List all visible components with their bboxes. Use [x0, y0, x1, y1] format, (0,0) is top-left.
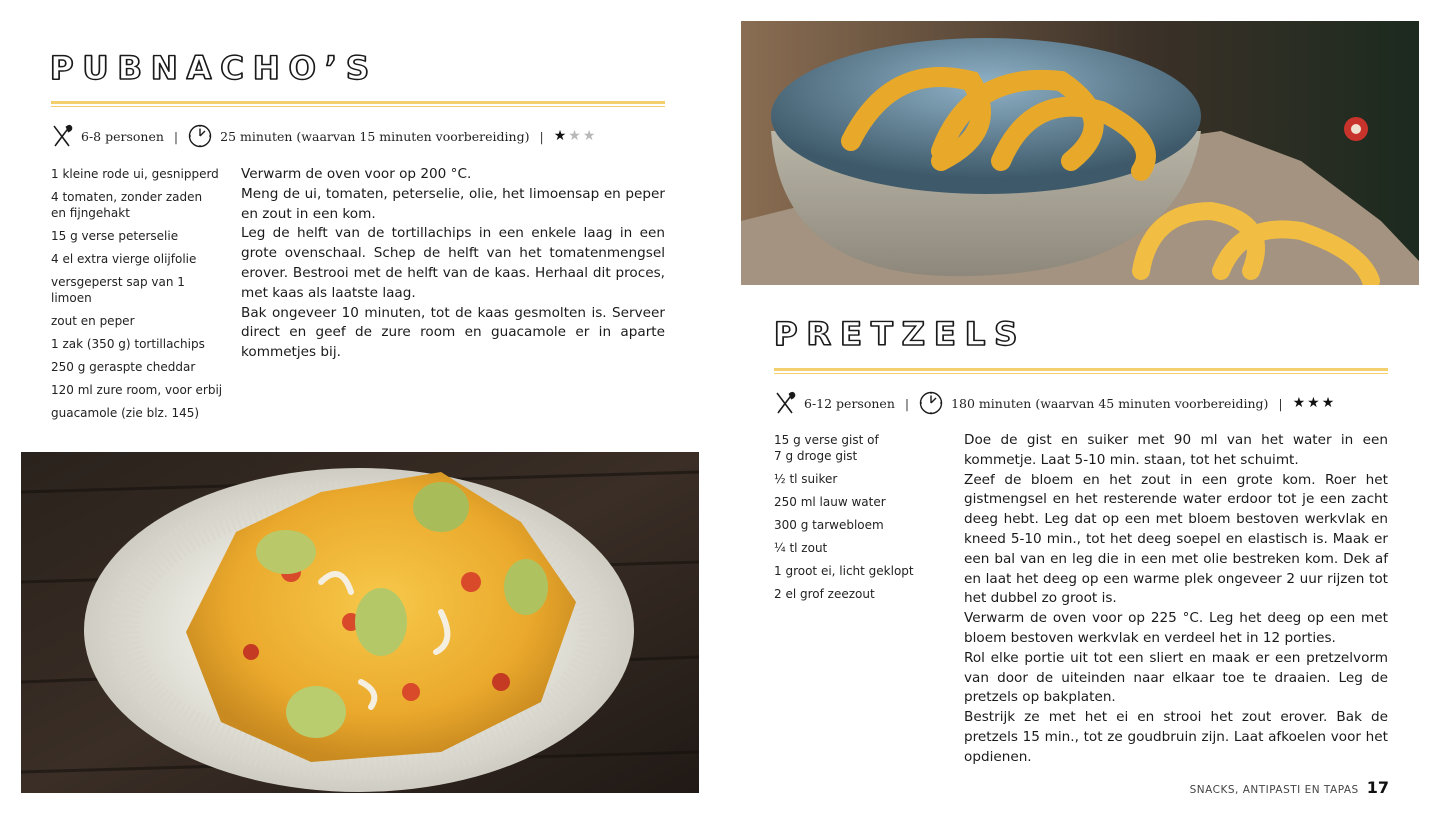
servings-text: 6-12 personen	[804, 395, 895, 411]
page-number: 17	[1366, 778, 1389, 797]
ingredient-item: 1 kleine rode ui, gesnipperd	[51, 167, 219, 181]
ingredient-item: ½ tl suiker	[774, 472, 838, 486]
instruction-step: Meng de ui, tomaten, peterselie, olie, het limoensap en peper en zout in een kom.	[241, 185, 665, 222]
star-filled-icon: ★	[553, 128, 567, 144]
cutlery-icon	[51, 124, 73, 148]
pretzels-photo	[741, 21, 1419, 285]
instruction-step: Zeef de bloem en het zout in een grote kom. Roer het gistmengsel en het resterende water erdoor tot je een zacht deeg hebt. Leg dat op een met bloem bestoven werkvlak en kneed 5-10 min., tot het deeg soepel en elastisch is. Maak er een bal van en leg die in een met olie bestreken kom. Dek af en laat het deeg op een warme plek ongeveer 2 uur rijzen tot het dubbel zo groot is.	[964, 471, 1388, 607]
instruction-step: Doe de gist en suiker met 90 ml van het water in een kommetje. Laat 5-10 min. staan, tot het schuimt.	[964, 432, 1388, 468]
instruction-step: Rol elke portie uit tot een sliert en maak er een pretzelvorm van door de uiteinden naar elkaar toe te draaien. Leg de pretzels op bakplaten.	[964, 649, 1388, 706]
recipe-meta	[51, 124, 595, 148]
cutlery-icon	[774, 391, 796, 415]
servings-text: 6-8 personen	[81, 128, 164, 144]
meta-separator: |	[904, 395, 910, 411]
ingredient-item: 15 g verse peterselie	[51, 229, 179, 243]
star-filled-icon: ★	[1321, 395, 1335, 411]
star-empty-icon: ★	[568, 128, 581, 144]
time-text: 25 minuten (waarvan 15 minuten voorbereiding)	[220, 128, 530, 144]
ingredient-item: versgeperst sap van 1 limoen	[51, 275, 185, 305]
ingredient-item: zout en peper	[51, 314, 135, 328]
page-footer	[1190, 778, 1389, 797]
ingredient-item: 1 groot ei, licht geklopt	[774, 564, 914, 578]
section-name: SNACKS, ANTIPASTI EN TAPAS	[1189, 784, 1359, 796]
instruction-step: Verwarm de oven voor op 200 °C.	[241, 166, 472, 182]
ingredients-list	[51, 166, 223, 428]
ingredient-item: 4 tomaten, zonder zaden en fijngehakt	[51, 190, 203, 220]
ingredient-item: 15 g verse gist of 7 g droge gist	[774, 433, 879, 463]
instruction-step: Verwarm de oven voor op 225 °C. Leg het deeg op een met bloem bestoven werkvlak en verdeel het in 12 porties.	[964, 610, 1388, 646]
ingredient-item: 2 el grof zeezout	[774, 587, 875, 601]
ingredient-item: 120 ml zure room, voor erbij	[51, 383, 223, 397]
instructions	[241, 165, 665, 363]
recipe-meta	[774, 391, 1334, 415]
recipe-title: PRETZELS	[774, 315, 1027, 353]
ingredient-item: 300 g tarwebloem	[774, 518, 884, 532]
instruction-step: Bak ongeveer 10 minuten, tot de kaas gesmolten is. Serveer direct en geef de zure room en guacamole er in aparte kommetjes bij.	[241, 304, 665, 361]
star-empty-icon: ★	[582, 128, 596, 144]
clock-icon	[919, 391, 943, 415]
star-filled-icon: ★	[1292, 395, 1306, 411]
ingredients-list	[774, 432, 939, 609]
instructions	[964, 431, 1388, 768]
ingredient-item: ¼ tl zout	[774, 541, 828, 555]
instruction-step: Bestrijk ze met het ei en strooi het zout erover. Bak de pretzels 15 min., tot ze goudbruin zijn. Laat afkoelen voor het opdienen.	[964, 709, 1388, 765]
title-divider	[51, 101, 665, 107]
time-text: 180 minuten (waarvan 45 minuten voorbereiding)	[951, 395, 1269, 411]
ingredient-item: guacamole (zie blz. 145)	[51, 406, 200, 420]
recipe-title: PUBNACHO’S	[50, 49, 379, 87]
difficulty-rating	[1293, 396, 1335, 410]
meta-separator: |	[173, 128, 179, 144]
meta-separator: |	[1278, 395, 1283, 411]
nachos-photo	[21, 452, 699, 793]
star-filled-icon: ★	[1307, 395, 1320, 411]
title-divider	[774, 368, 1388, 374]
clock-icon	[188, 124, 212, 148]
ingredient-item: 4 el extra vierge olijfolie	[51, 252, 197, 266]
instruction-step: Leg de helft van de tortillachips in een enkele laag in een grote ovenschaal. Schep de helft van het tomatenmengsel erover. Bestrooi met de helft van de kaas. Herhaal dit proces, met kaas als laatste laag.	[241, 225, 665, 301]
meta-separator: |	[539, 128, 544, 144]
ingredient-item: 1 zak (350 g) tortillachips	[51, 337, 205, 351]
ingredient-item: 250 g geraspte cheddar	[51, 360, 196, 374]
ingredient-item: 250 ml lauw water	[774, 495, 886, 509]
difficulty-rating	[554, 129, 596, 143]
